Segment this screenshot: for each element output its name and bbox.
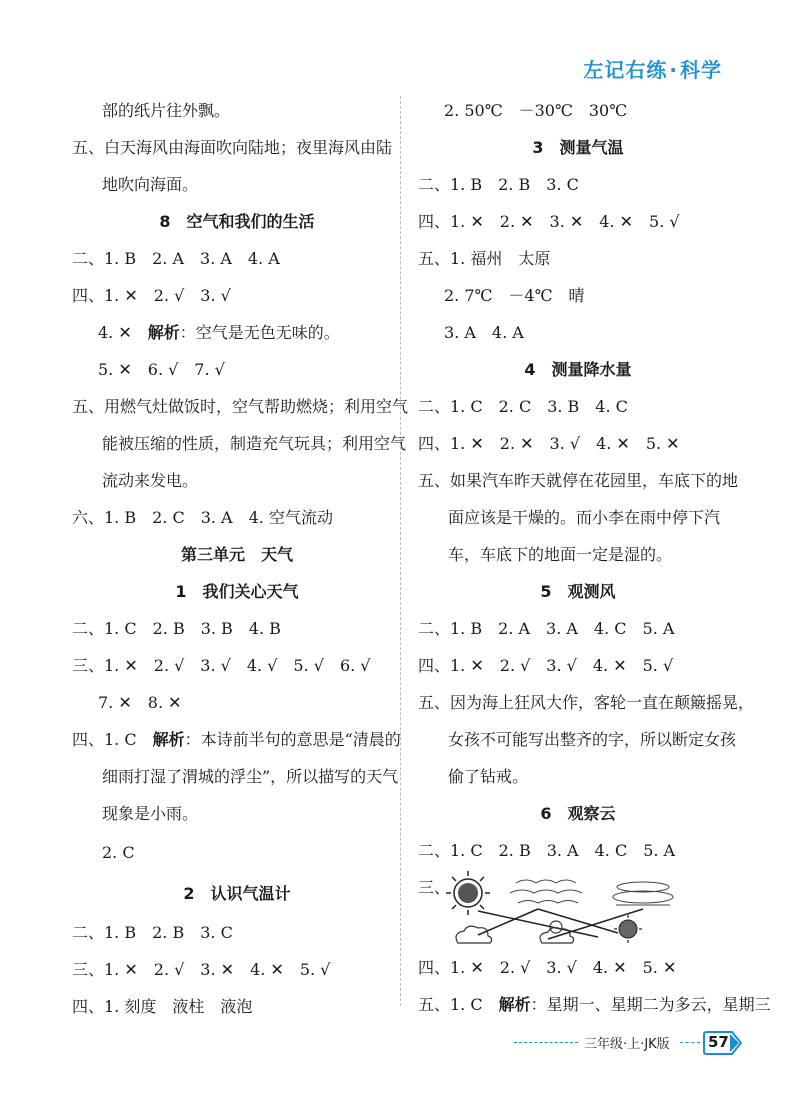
answer-line: 2. 50℃ －30℃ 30℃ (444, 101, 628, 120)
cloudy-icon (456, 926, 492, 943)
page-number: 57 (708, 1033, 729, 1051)
answer-text: 五、1. C (418, 995, 499, 1014)
section-title: 3 测量气温 (532, 138, 624, 157)
page-footer (514, 1030, 744, 1056)
question-label: 三、 (418, 878, 451, 897)
answer-line: 面应该是干燥的。而小李在雨中停下汽 (448, 508, 721, 527)
answer-line: 5. ✕ 6. √ 7. √ (98, 360, 225, 379)
left-column (72, 92, 409, 1025)
text-line: 地吹向海面。 (102, 175, 199, 194)
analysis-text: ：本诗前半句的意思是“清晨的 (184, 730, 401, 749)
brand-name: 左记右练 (583, 58, 668, 82)
answer-line: 流动来发电。 (102, 471, 199, 490)
answer-line: 女孩不可能写出整齐的字，所以断定女孩 (448, 730, 737, 749)
answer-line: 二、1. C 2. B 3. B 4. B (72, 619, 281, 638)
text-line: 五、白天海风由海面吹向陆地；夜里海风由陆 (72, 138, 393, 157)
grade-text: 三年级 (584, 1037, 624, 1052)
answer-line: 四、1. ✕ 2. ✕ 3. ✕ 4. ✕ 5. √ (418, 212, 680, 231)
answer-line: 五、1. 福州 太原 (418, 249, 551, 268)
page-number-badge (702, 1030, 742, 1056)
answer-line: 二、1. B 2. A 3. A 4. A (72, 249, 280, 268)
brand-dot: · (669, 58, 678, 82)
answer-line: 四、1. ✕ 2. √ 3. √ 4. ✕ 5. √ (418, 656, 674, 675)
edition-text: JK版 (644, 1037, 670, 1052)
section-title: 5 观测风 (540, 582, 616, 601)
weather-matching-figure (418, 869, 738, 949)
answer-line: 四、1. ✕ 2. √ 3. √ (72, 286, 231, 305)
answer-line: 五、如果汽车昨天就停在花园里，车底下的地 (418, 471, 739, 490)
text-line: 部的纸片往外飘。 (102, 101, 231, 120)
answer-line: 三、1. ✕ 2. √ 3. ✕ 4. ✕ 5. √ (72, 960, 331, 979)
section-title: 1 我们关心天气 (175, 582, 299, 601)
answer-line: 三、1. ✕ 2. √ 3. √ 4. √ 5. √ 6. √ (72, 656, 371, 675)
answer-line: 二、1. B 2. B 3. C (418, 175, 579, 194)
section-title: 8 空气和我们的生活 (159, 212, 315, 231)
analysis-label: 解析 (498, 995, 531, 1014)
answer-line: 能被压缩的性质，制造充气玩具；利用空气 (102, 434, 407, 453)
answer-line: 二、1. B 2. B 3. C (72, 923, 233, 942)
sun-icon (446, 871, 490, 915)
answer-line: 四、1. ✕ 2. √ 3. √ 4. ✕ 5. ✕ (418, 958, 677, 977)
unit-title: 第三单元 天气 (180, 545, 293, 564)
answer-line: 现象是小雨。 (102, 804, 199, 823)
answer-line (72, 721, 402, 758)
answer-line: 二、1. C 2. B 3. A 4. C 5. A (418, 841, 676, 860)
footer-rule-right (680, 1042, 700, 1043)
section-title: 2 认识气温计 (183, 884, 291, 903)
answer-line: 五、因为海上狂风大作，客轮一直在颠簸摇晃， (418, 693, 755, 712)
cloud-layer-icon (613, 882, 673, 905)
term-text: 上 (627, 1037, 641, 1052)
answer-line: 六、1. B 2. C 3. A 4. 空气流动 (72, 508, 333, 527)
answer-line: 7. ✕ 8. ✕ (98, 693, 182, 712)
analysis-label: 解析 (147, 323, 180, 342)
answer-line (72, 314, 402, 351)
answer-line: 四、1. ✕ 2. ✕ 3. √ 4. ✕ 5. ✕ (418, 434, 680, 453)
analysis-text: ：空气是无色无味的。 (179, 323, 340, 342)
answer-line: 2. 7℃ －4℃ 晴 (444, 286, 585, 305)
answer-line: 五、用燃气灶做饭时，空气帮助燃烧；利用空气 (72, 397, 409, 416)
answer-line: 二、1. B 2. A 3. A 4. C 5. A (418, 619, 675, 638)
small-sun-icon (614, 915, 642, 943)
answer-line: 车，车底下的地面一定是湿的。 (448, 545, 673, 564)
answer-line: 细雨打湿了渭城的浮尘”，所以描写的天气 (102, 767, 399, 786)
answer-text: 四、1. C (72, 730, 153, 749)
subject-name: 科学 (680, 58, 722, 82)
grade-label: 三年级·上·JK版 (584, 1037, 670, 1052)
analysis-text: ：星期一、星期二为多云，星期三 (530, 995, 771, 1014)
answer-line: 2. C (102, 843, 135, 862)
footer-rule (514, 1042, 578, 1043)
right-column (418, 92, 771, 1023)
brand-title (583, 54, 722, 83)
analysis-label: 解析 (152, 730, 185, 749)
answer-line: 3. A 4. A (444, 323, 524, 342)
answer-line: 二、1. C 2. C 3. B 4. C (418, 397, 628, 416)
answer-line: 偷了钻戒。 (448, 767, 529, 786)
matching-diagram (438, 869, 738, 949)
section-title: 6 观察云 (540, 804, 616, 823)
answer-line: 四、1. 刻度 液柱 液泡 (72, 997, 253, 1016)
section-title: 4 测量降水量 (524, 360, 632, 379)
stratus-cloud-icon (510, 880, 582, 903)
partly-cloudy-icon (540, 921, 574, 943)
answer-line (418, 986, 771, 1023)
answer-text: 4. ✕ (98, 323, 148, 342)
